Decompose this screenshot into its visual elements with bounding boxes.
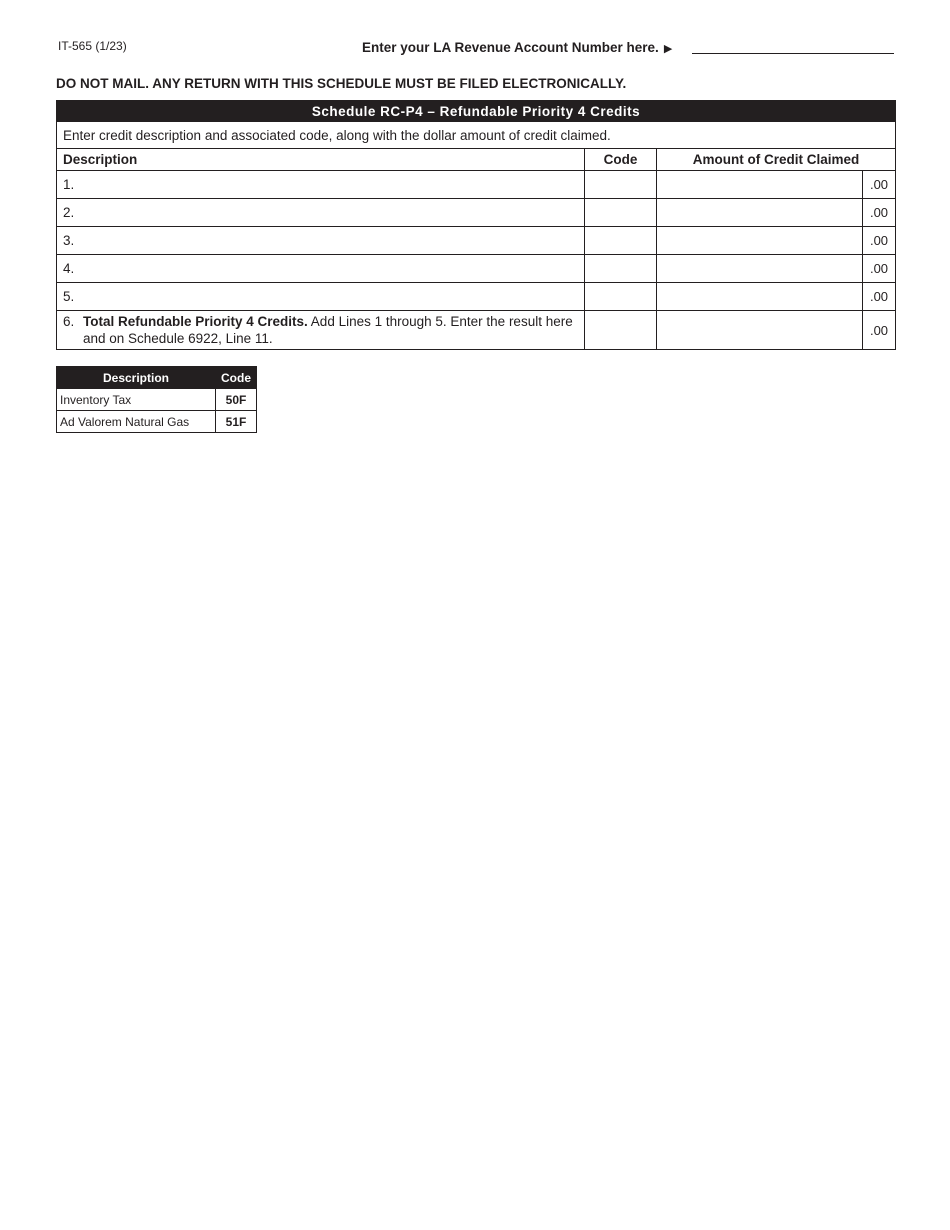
line-2-cents: .00 (863, 199, 896, 227)
table-row (57, 283, 896, 311)
schedule-instruction: Enter credit description and associated code, along with the dollar amount of credit claimed. (57, 122, 896, 149)
line-4-amount[interactable] (657, 255, 863, 283)
line-6-instruction: Add Lines 1 through 5. Enter the result here and on Schedule 6922, Line 11. (83, 314, 573, 346)
line-6-text (83, 313, 584, 347)
line-1-code[interactable] (585, 171, 657, 199)
line-1-cents: .00 (863, 171, 896, 199)
line-5-code[interactable] (585, 283, 657, 311)
table-row (57, 171, 896, 199)
line-5-amount[interactable] (657, 283, 863, 311)
line-6-description (57, 311, 585, 350)
credit-codes-table (56, 366, 257, 433)
line-6-number: 6. (63, 314, 75, 329)
filing-notice: DO NOT MAIL. ANY RETURN WITH THIS SCHEDULE MUST BE FILED ELECTRONICALLY. (56, 76, 627, 91)
line-4-description[interactable]: 4. (57, 255, 585, 283)
line-5-description[interactable]: 5. (57, 283, 585, 311)
line-6-code (585, 311, 657, 350)
line-6-bold-text: Total Refundable Priority 4 Credits. (83, 314, 308, 329)
line-1-description[interactable]: 1. (57, 171, 585, 199)
code-description: Ad Valorem Natural Gas (57, 411, 216, 433)
code-description: Inventory Tax (57, 389, 216, 411)
account-number-field[interactable] (692, 53, 894, 54)
column-header-description: Description (57, 149, 585, 171)
schedule-title: Schedule RC-P4 – Refundable Priority 4 Credits (57, 101, 896, 122)
line-6-cents: .00 (863, 311, 896, 350)
code-value: 51F (216, 411, 257, 433)
line-3-cents: .00 (863, 227, 896, 255)
codes-header-code: Code (216, 367, 257, 389)
code-value: 50F (216, 389, 257, 411)
table-row (57, 199, 896, 227)
form-id: IT-565 (1/23) (58, 39, 127, 53)
codes-header-description: Description (57, 367, 216, 389)
table-row (57, 255, 896, 283)
table-row-total (57, 311, 896, 350)
table-row (57, 389, 257, 411)
line-4-code[interactable] (585, 255, 657, 283)
line-3-description[interactable]: 3. (57, 227, 585, 255)
schedule-rc-p4-table (56, 100, 896, 350)
line-3-code[interactable] (585, 227, 657, 255)
line-1-amount[interactable] (657, 171, 863, 199)
line-6-amount[interactable] (657, 311, 863, 350)
column-header-amount: Amount of Credit Claimed (657, 149, 896, 171)
table-row (57, 227, 896, 255)
line-2-amount[interactable] (657, 199, 863, 227)
line-4-cents: .00 (863, 255, 896, 283)
column-header-code: Code (585, 149, 657, 171)
line-3-amount[interactable] (657, 227, 863, 255)
table-row (57, 411, 257, 433)
line-5-cents: .00 (863, 283, 896, 311)
arrow-right-icon: ▶ (663, 43, 673, 55)
account-number-label: Enter your LA Revenue Account Number here. (362, 40, 659, 55)
line-2-description[interactable]: 2. (57, 199, 585, 227)
account-number-prompt (362, 40, 672, 55)
line-2-code[interactable] (585, 199, 657, 227)
